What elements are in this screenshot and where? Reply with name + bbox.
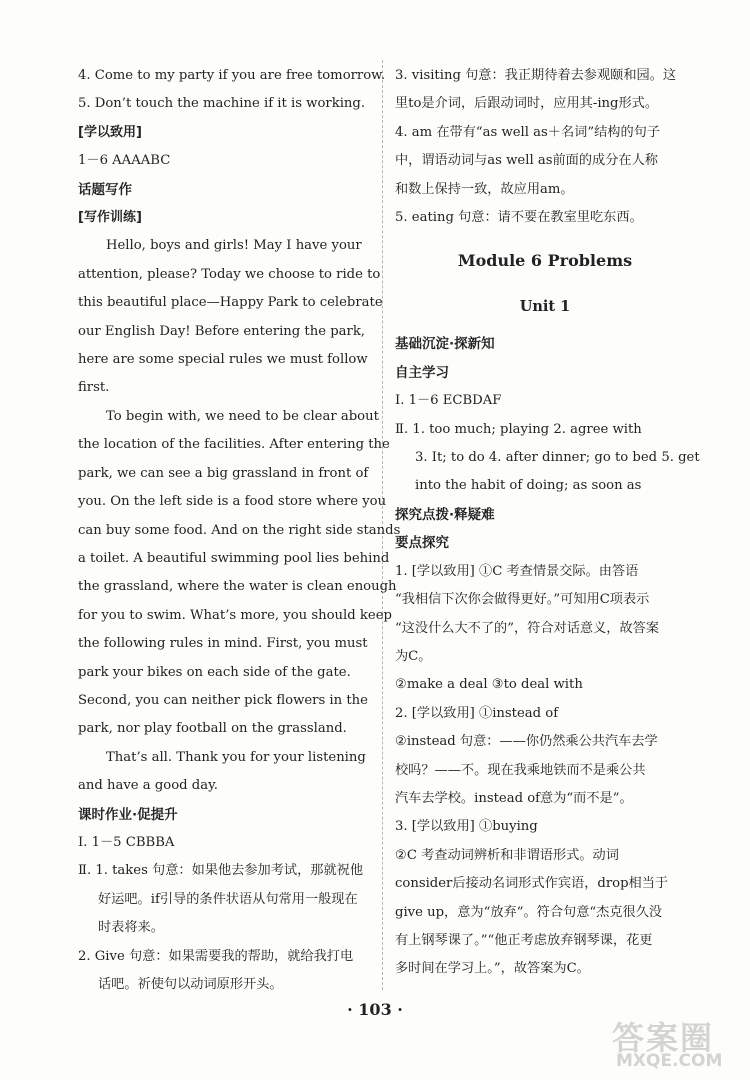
text-line: 校吗？——不。现在我乘地铁而不是乘公共	[395, 762, 646, 778]
text-line: 5. eating 句意：请不要在教室里吃东西。	[395, 210, 643, 226]
unit-title: Unit 1	[519, 298, 571, 316]
text-line: 自主学习	[395, 364, 449, 381]
text-line: ②make a deal ③to deal with	[395, 677, 583, 693]
text-line: 2. Give 句意：如果需要我的帮助，就给我打电	[78, 948, 354, 964]
text-line: 1－6 AAAABC	[78, 153, 171, 169]
text-line: the grassland, where the water is clean enough	[78, 579, 397, 595]
text-line: first.	[78, 380, 110, 396]
text-line: a toilet. A beautiful swimming pool lies behind	[78, 550, 390, 566]
text-line: the following rules in mind. First, you must	[78, 636, 368, 652]
text-line: 里to是介词，后跟动词时，应用其-ing形式。	[395, 96, 659, 112]
text-line: 汽车去学校。instead of意为“而不是”。	[395, 790, 633, 806]
text-line: park your bikes on each side of the gate.	[78, 664, 351, 680]
text-line: To begin with, we need to be clear about	[106, 408, 379, 424]
text-line: Hello, boys and girls! May I have your	[106, 238, 362, 254]
text-line: Ⅰ. 1－6 ECBDAF	[395, 393, 502, 409]
text-line: [写作训练]	[78, 210, 142, 226]
text-line: give up，意为“放弃”。符合句意“杰克很久没	[395, 904, 663, 920]
text-line: 1. [学以致用] ①C 考查情景交际。由答语	[395, 563, 639, 579]
module-title: Module 6 Problems	[457, 251, 633, 271]
right-column-bottom	[395, 330, 700, 983]
text-line: for you to swim. What’s more, you should keep	[78, 607, 392, 623]
text-line: 为C。	[395, 648, 432, 664]
text-line: 2. [学以致用] ①instead of	[395, 705, 559, 721]
text-line: That’s all. Thank you for your listening	[106, 749, 366, 765]
right-column-top	[395, 62, 695, 232]
text-line: 好运吧。if引导的条件状语从句常用一般现在	[98, 891, 358, 907]
text-line: 4. Come to my party if you are free tomorrow.	[78, 68, 386, 83]
text-line: 课时作业·促提升	[78, 806, 178, 823]
text-line: the location of the facilities. After entering the	[78, 437, 390, 453]
text-line: 话题写作	[78, 181, 132, 198]
text-line: [学以致用]	[78, 124, 142, 140]
watermark-url: MXQE.COM	[616, 1051, 723, 1071]
text-line: 有上钢琴课了。”“他正考虑放弃钢琴课，花更	[395, 932, 653, 948]
text-line: Ⅱ. 1. takes 句意：如果他去参加考试，那就祝他	[78, 863, 364, 879]
text-line: Ⅰ. 1－5 CBBBA	[78, 834, 175, 850]
text-line: can buy some food. And on the right side stands	[78, 522, 401, 538]
text-line: 基础沉淀·探新知	[395, 336, 495, 353]
left-column	[78, 62, 401, 999]
text-line: 3. [学以致用] ①buying	[395, 819, 538, 835]
text-line: our English Day! Before entering the park,	[78, 323, 366, 339]
text-line: park, nor play football on the grassland.	[78, 721, 347, 737]
text-line: 时表将来。	[98, 920, 164, 936]
text-line: 探究点拨·释疑难	[395, 506, 495, 523]
text-line: attention, please? Today we choose to ride to	[78, 266, 381, 282]
text-line: 和数上保持一致，故应用am。	[395, 181, 574, 197]
text-line: “这没什么大不了的”，符合对话意义，故答案	[395, 620, 660, 636]
text-line: 3. It; to do 4. after dinner; go to bed 5. get	[415, 450, 700, 466]
text-line: 5. Don’t touch the machine if it is working.	[78, 96, 366, 112]
text-line: park, we can see a big grassland in front of	[78, 465, 369, 481]
text-line: into the habit of doing; as soon as	[415, 478, 642, 494]
text-line: Second, you can neither pick flowers in the	[78, 692, 368, 708]
watermark-logo	[612, 1013, 742, 1075]
page-number: · 103 ·	[347, 1000, 403, 1019]
watermark-text: 答案圈	[612, 1019, 715, 1057]
text-line: 3. visiting 句意：我正期待着去参观颐和园。这	[395, 68, 677, 83]
text-line: 4. am 在带有“as well as＋名词”结构的句子	[395, 124, 661, 140]
text-line: you. On the left side is a food store where you	[78, 494, 387, 510]
text-line: this beautiful place—Happy Park to celebrate	[78, 295, 383, 311]
text-line: ②instead 句意：——你仍然乘公共汽车去学	[395, 734, 658, 750]
text-line: and have a good day.	[78, 778, 218, 794]
text-line: Ⅱ. 1. too much; playing 2. agree with	[395, 421, 642, 437]
text-line: here are some special rules we must follow	[78, 352, 368, 368]
text-line: consider后接动名词形式作宾语，drop相当于	[395, 876, 669, 892]
text-line: 多时间在学习上。”，故答案为C。	[395, 961, 590, 977]
text-line: 话吧。祈使句以动词原形开头。	[98, 977, 283, 992]
text-line: ②C 考查动词辨析和非谓语形式。动词	[395, 847, 619, 863]
text-line: 中，谓语动词与as well as前面的成分在人称	[395, 153, 658, 169]
right-column	[395, 62, 700, 984]
text-line: “我相信下次你会做得更好。”可知用C项表示	[395, 592, 650, 608]
text-line: 要点探究	[395, 535, 449, 552]
